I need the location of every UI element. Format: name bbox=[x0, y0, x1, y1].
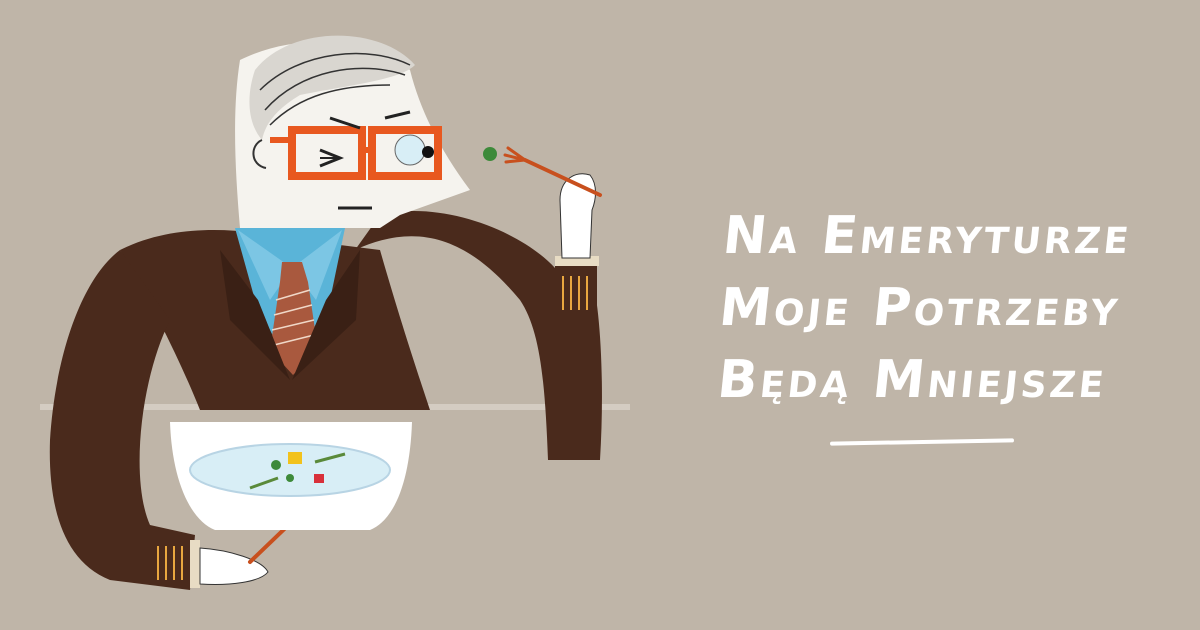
fork-icon bbox=[483, 147, 600, 195]
headline-line-1: Na Emeryturze bbox=[720, 206, 1135, 266]
headline bbox=[649, 200, 1192, 416]
left-cuff bbox=[150, 540, 195, 585]
right-cuff bbox=[555, 262, 597, 322]
headline-line-2: Moje Potrzeby bbox=[716, 278, 1124, 338]
headline-line-3: Będą Mniejsze bbox=[714, 350, 1111, 410]
